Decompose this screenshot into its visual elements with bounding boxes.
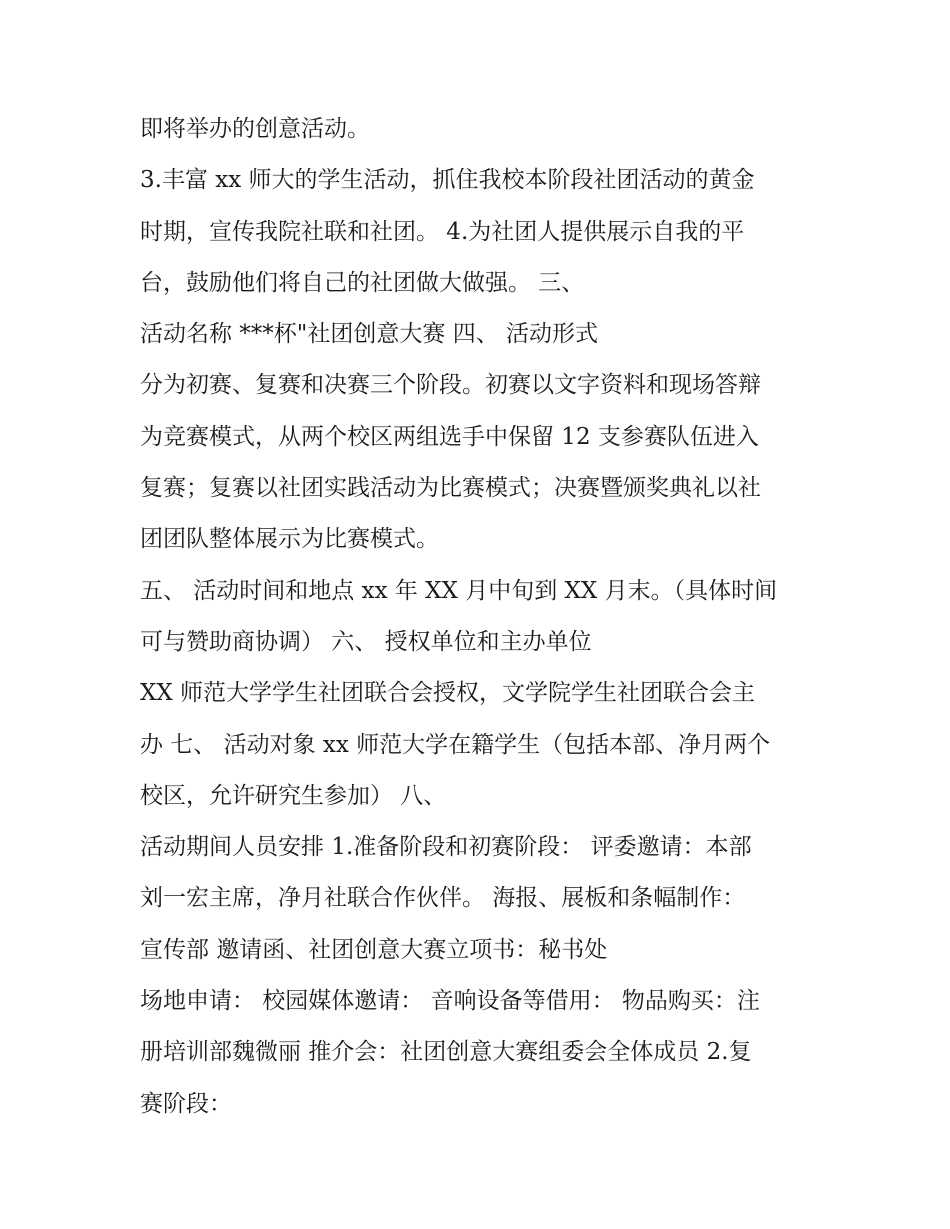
text-line: 校区，允许研究生参加） 八、 (140, 782, 447, 809)
text-line: 五、 活动时间和地点 xx 年 XX 月中旬到 XX 月末。（具体时间 (140, 577, 778, 604)
text-line: 台，鼓励他们将自己的社团做大做强。 三、 (140, 269, 585, 296)
text-line: 即将举办的创意活动。 (140, 116, 370, 142)
text-line: 复赛；复赛以社团实践活动为比赛模式；决赛暨颁奖典礼以社 (140, 475, 761, 502)
text-line: 册培训部魏微丽 推介会：社团创意大赛组委会全体成员 2.复 (140, 1039, 752, 1066)
document-body (140, 108, 820, 1134)
text-line: 场地申请： 校园媒体邀请： 音响设备等借用： 物品购买：注 (140, 988, 760, 1015)
text-line: XX 师范大学学生社团联合会授权，文学院学生社团联合会主 (140, 680, 756, 707)
text-line: 赛阶段： (140, 1090, 232, 1117)
text-line: 团团队整体展示为比赛模式。 (140, 526, 439, 553)
text-line: 分为初赛、复赛和决赛三个阶段。初赛以文字资料和现场答辩 (140, 372, 761, 399)
text-line: 可与赞助商协调） 六、 授权单位和主办单位 (140, 628, 592, 655)
text-line: 为竞赛模式，从两个校区两组选手中保留 12 支参赛队伍进入 (140, 423, 759, 450)
text-line: 3.丰富 xx 师大的学生活动，抓住我校本阶段社团活动的黄金 (140, 167, 755, 194)
text-line: 时期，宣传我院社联和社团。 4.为社团人提供展示自我的平 (140, 218, 745, 245)
text-line: 活动名称 ***杯"社团创意大赛 四、 活动形式 (140, 321, 599, 348)
text-line: 宣传部 邀请函、社团创意大赛立项书：秘书处 (140, 936, 608, 963)
text-line: 办 七、 活动对象 xx 师范大学在籍学生（包括本部、净月两个 (140, 731, 771, 758)
text-line: 活动期间人员安排 1.准备阶段和初赛阶段： 评委邀请：本部 (140, 834, 752, 861)
text-line: 刘一宏主席，净月社联合作伙伴。 海报、展板和条幅制作： (140, 885, 746, 912)
